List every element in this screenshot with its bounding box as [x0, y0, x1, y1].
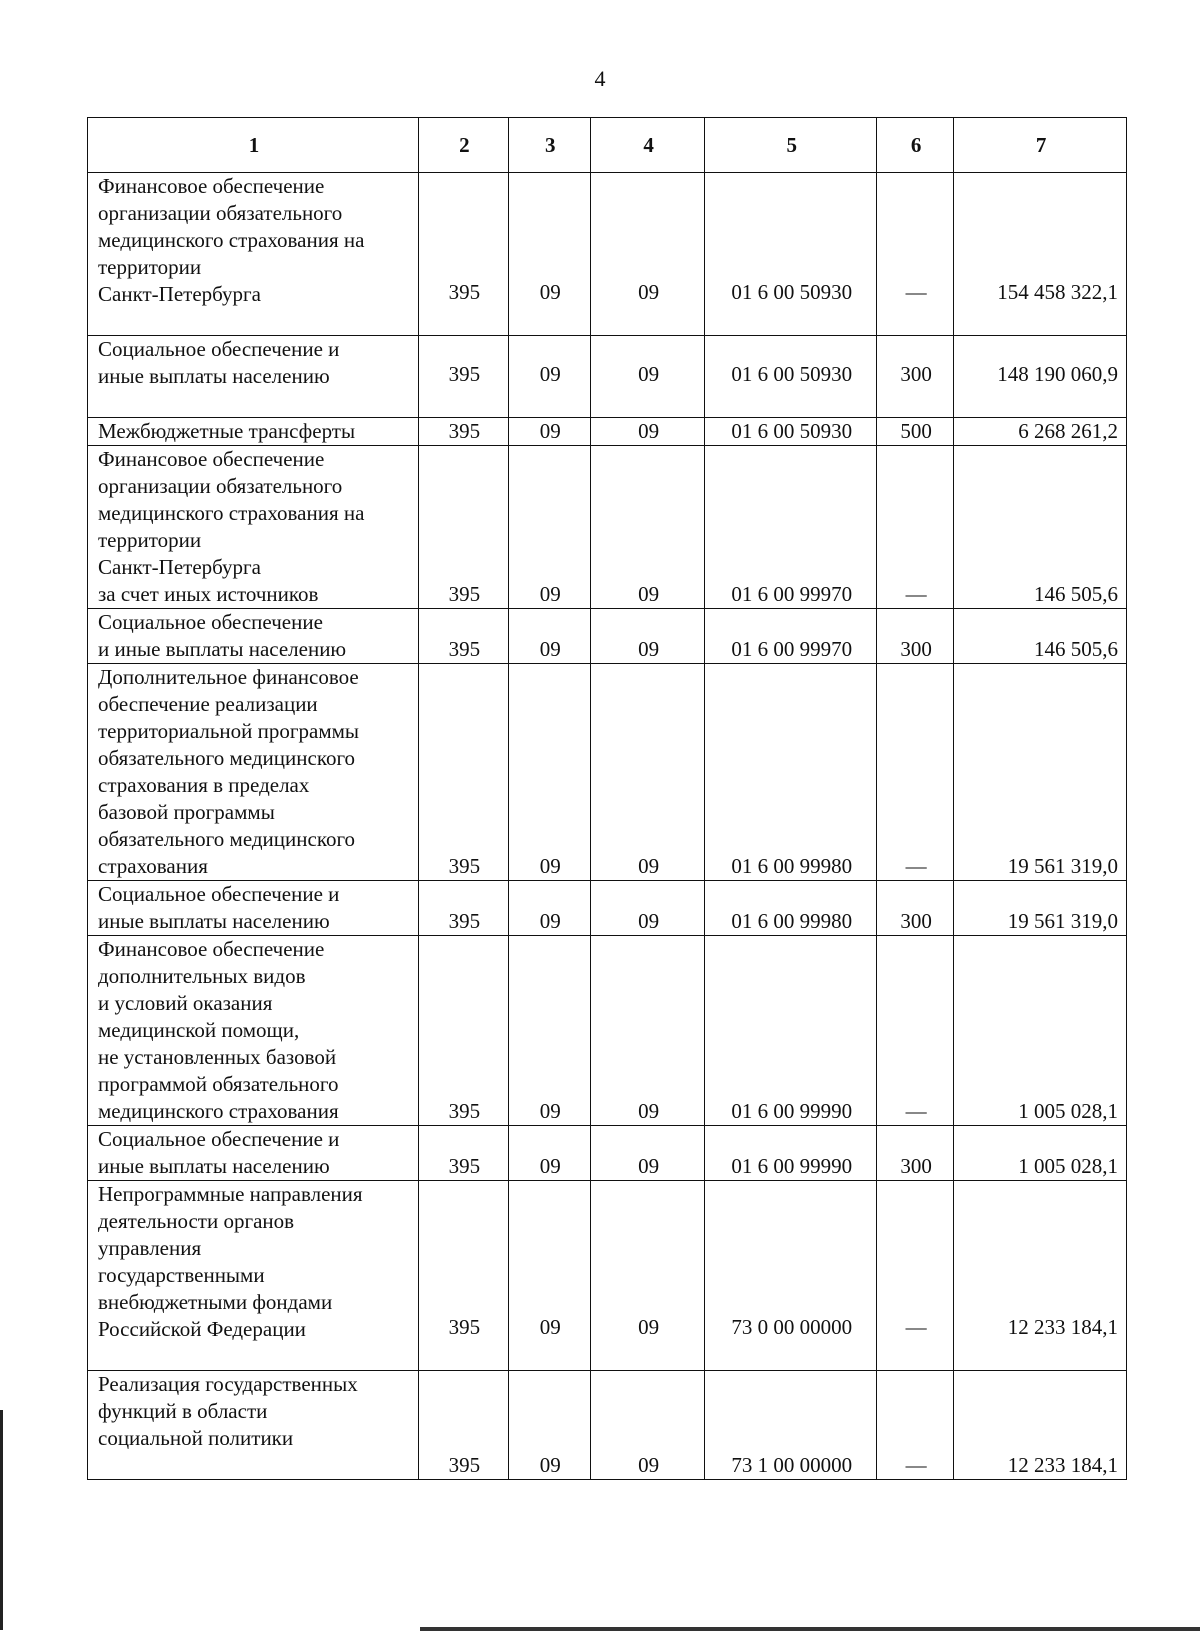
header-col-5: 5 — [705, 118, 877, 173]
row-amount-cell: 19 561 319,0 — [954, 664, 1127, 881]
row-name-line: и иные выплаты населению — [98, 637, 347, 661]
row-name-line: Санкт-Петербурга — [98, 555, 261, 579]
scan-edge-mark — [0, 1410, 3, 1630]
row-amount-cell: 12 233 184,1 — [954, 1181, 1127, 1371]
row-name-cell — [88, 881, 419, 936]
row-target-article-cell: 01 6 00 99970 — [705, 446, 877, 609]
row-name-line: за счет иных источников — [98, 582, 319, 606]
table-row — [88, 936, 1127, 1126]
row-ministry-code-cell: 395 — [419, 1181, 509, 1371]
row-expense-type-cell: — — [877, 1371, 954, 1480]
row-name-line: страхования в пределах — [98, 773, 310, 797]
row-target-article-cell: 01 6 00 99990 — [705, 1126, 877, 1181]
row-expense-type-cell: — — [877, 1181, 954, 1371]
row-amount-cell: 1 005 028,1 — [954, 1126, 1127, 1181]
row-section-cell: 09 — [508, 1181, 590, 1371]
row-expense-type-cell: — — [877, 664, 954, 881]
row-name-line: Реализация государственных — [98, 1372, 358, 1396]
row-name-line: государственными — [98, 1263, 265, 1287]
header-col-6: 6 — [877, 118, 954, 173]
row-target-article-cell: 73 1 00 00000 — [705, 1371, 877, 1480]
row-name-line: иные выплаты населению — [98, 909, 330, 933]
row-name-line: Социальное обеспечение и — [98, 882, 340, 906]
row-name-line: деятельности органов — [98, 1209, 295, 1233]
row-name-cell — [88, 336, 419, 418]
row-name-line: обязательного медицинского — [98, 827, 356, 851]
row-amount-cell: 19 561 319,0 — [954, 881, 1127, 936]
row-section-cell: 09 — [508, 609, 590, 664]
row-ministry-code-cell: 395 — [419, 609, 509, 664]
row-name-cell — [88, 1371, 419, 1480]
row-target-article-cell: 01 6 00 99990 — [705, 936, 877, 1126]
budget-table — [87, 117, 1127, 1480]
row-name-line: функций в области — [98, 1399, 268, 1423]
row-target-article-cell: 01 6 00 99970 — [705, 609, 877, 664]
row-subsection-cell: 09 — [590, 446, 705, 609]
row-amount-cell: 148 190 060,9 — [954, 336, 1127, 418]
row-subsection-cell: 09 — [590, 1181, 705, 1371]
row-name-cell — [88, 173, 419, 336]
row-ministry-code-cell: 395 — [419, 936, 509, 1126]
row-name-line: базовой программы — [98, 800, 275, 824]
row-name-line: Финансовое обеспечение — [98, 447, 325, 471]
row-name-cell — [88, 609, 419, 664]
row-expense-type-cell: 300 — [877, 609, 954, 664]
row-expense-type-cell: — — [877, 936, 954, 1126]
header-col-2: 2 — [419, 118, 509, 173]
row-section-cell: 09 — [508, 1371, 590, 1480]
row-subsection-cell: 09 — [590, 1371, 705, 1480]
row-amount-cell: 146 505,6 — [954, 609, 1127, 664]
row-subsection-cell: 09 — [590, 173, 705, 336]
row-section-cell: 09 — [508, 173, 590, 336]
row-name-cell — [88, 1126, 419, 1181]
row-name-line: медицинского страхования на — [98, 501, 365, 525]
row-name-cell — [88, 936, 419, 1126]
row-name-line: медицинской помощи, — [98, 1018, 300, 1042]
header-col-3: 3 — [508, 118, 590, 173]
row-ministry-code-cell: 395 — [419, 446, 509, 609]
row-target-article-cell: 01 6 00 50930 — [705, 336, 877, 418]
row-ministry-code-cell: 395 — [419, 881, 509, 936]
row-name-line: и условий оказания — [98, 991, 273, 1015]
row-ministry-code-cell: 395 — [419, 664, 509, 881]
table-row — [88, 881, 1127, 936]
row-section-cell: 09 — [508, 446, 590, 609]
row-name-line: территории — [98, 528, 202, 552]
row-expense-type-cell: — — [877, 173, 954, 336]
row-name-cell — [88, 418, 419, 446]
row-section-cell: 09 — [508, 418, 590, 446]
header-col-1: 1 — [88, 118, 419, 173]
row-name-line: страхования — [98, 854, 208, 878]
row-name-line: внебюджетными фондами — [98, 1290, 333, 1314]
page-number: 4 — [594, 66, 606, 91]
row-amount-cell: 146 505,6 — [954, 446, 1127, 609]
row-expense-type-cell: — — [877, 446, 954, 609]
row-name-line: Дополнительное финансовое — [98, 665, 359, 689]
row-name-line: иные выплаты населению — [98, 1154, 330, 1178]
row-amount-cell: 6 268 261,2 — [954, 418, 1127, 446]
row-subsection-cell: 09 — [590, 664, 705, 881]
row-subsection-cell: 09 — [590, 936, 705, 1126]
header-col-4: 4 — [590, 118, 705, 173]
row-name-line: дополнительных видов — [98, 964, 306, 988]
row-name-line: Межбюджетные трансферты — [98, 419, 356, 443]
row-ministry-code-cell: 395 — [419, 418, 509, 446]
row-amount-cell: 12 233 184,1 — [954, 1371, 1127, 1480]
row-subsection-cell: 09 — [590, 336, 705, 418]
row-target-article-cell: 01 6 00 99980 — [705, 881, 877, 936]
row-target-article-cell: 01 6 00 50930 — [705, 418, 877, 446]
row-amount-cell: 1 005 028,1 — [954, 936, 1127, 1126]
row-name-cell — [88, 664, 419, 881]
row-name-line: Финансовое обеспечение — [98, 174, 325, 198]
row-name-line: социальной политики — [98, 1426, 294, 1450]
row-expense-type-cell: 500 — [877, 418, 954, 446]
table-header-row — [88, 118, 1127, 173]
table-body — [88, 173, 1127, 1480]
row-name-line: организации обязательного — [98, 474, 343, 498]
row-name-line: Санкт-Петербурга — [98, 282, 261, 306]
table-row — [88, 609, 1127, 664]
row-name-line: иные выплаты населению — [98, 364, 330, 388]
table-row — [88, 664, 1127, 881]
table-row — [88, 418, 1127, 446]
row-section-cell: 09 — [508, 936, 590, 1126]
row-target-article-cell: 01 6 00 99980 — [705, 664, 877, 881]
row-ministry-code-cell: 395 — [419, 1371, 509, 1480]
scan-edge-mark — [420, 1627, 1200, 1631]
row-expense-type-cell: 300 — [877, 1126, 954, 1181]
row-ministry-code-cell: 395 — [419, 1126, 509, 1181]
row-name-line: территории — [98, 255, 202, 279]
row-name-line: организации обязательного — [98, 201, 343, 225]
row-amount-cell: 154 458 322,1 — [954, 173, 1127, 336]
table-row — [88, 1126, 1127, 1181]
row-section-cell: 09 — [508, 336, 590, 418]
table-row — [88, 1371, 1127, 1480]
row-name-line: медицинского страхования на — [98, 228, 365, 252]
row-name-line: обеспечение реализации — [98, 692, 318, 716]
row-name-line: медицинского страхования — [98, 1099, 339, 1123]
row-section-cell: 09 — [508, 881, 590, 936]
table-row — [88, 173, 1127, 336]
row-ministry-code-cell: 395 — [419, 336, 509, 418]
row-name-line: Непрограммные направления — [98, 1182, 363, 1206]
row-name-cell — [88, 446, 419, 609]
row-ministry-code-cell: 395 — [419, 173, 509, 336]
row-name-line: программой обязательного — [98, 1072, 339, 1096]
row-target-article-cell: 01 6 00 50930 — [705, 173, 877, 336]
row-name-line: Российской Федерации — [98, 1317, 306, 1341]
row-name-line: территориальной программы — [98, 719, 360, 743]
table-row — [88, 1181, 1127, 1371]
row-name-line: Финансовое обеспечение — [98, 937, 325, 961]
table-row — [88, 446, 1127, 609]
row-section-cell: 09 — [508, 664, 590, 881]
row-section-cell: 09 — [508, 1126, 590, 1181]
row-name-line: управления — [98, 1236, 202, 1260]
row-name-line: не установленных базовой — [98, 1045, 337, 1069]
header-col-7: 7 — [954, 118, 1127, 173]
row-subsection-cell: 09 — [590, 881, 705, 936]
row-subsection-cell: 09 — [590, 609, 705, 664]
row-expense-type-cell: 300 — [877, 336, 954, 418]
row-target-article-cell: 73 0 00 00000 — [705, 1181, 877, 1371]
row-name-line: Социальное обеспечение и — [98, 1127, 340, 1151]
row-expense-type-cell: 300 — [877, 881, 954, 936]
row-subsection-cell: 09 — [590, 418, 705, 446]
row-subsection-cell: 09 — [590, 1126, 705, 1181]
table-row — [88, 336, 1127, 418]
row-name-line: обязательного медицинского — [98, 746, 356, 770]
row-name-line: Социальное обеспечение и — [98, 337, 340, 361]
row-name-cell — [88, 1181, 419, 1371]
row-name-line: Социальное обеспечение — [98, 610, 323, 634]
